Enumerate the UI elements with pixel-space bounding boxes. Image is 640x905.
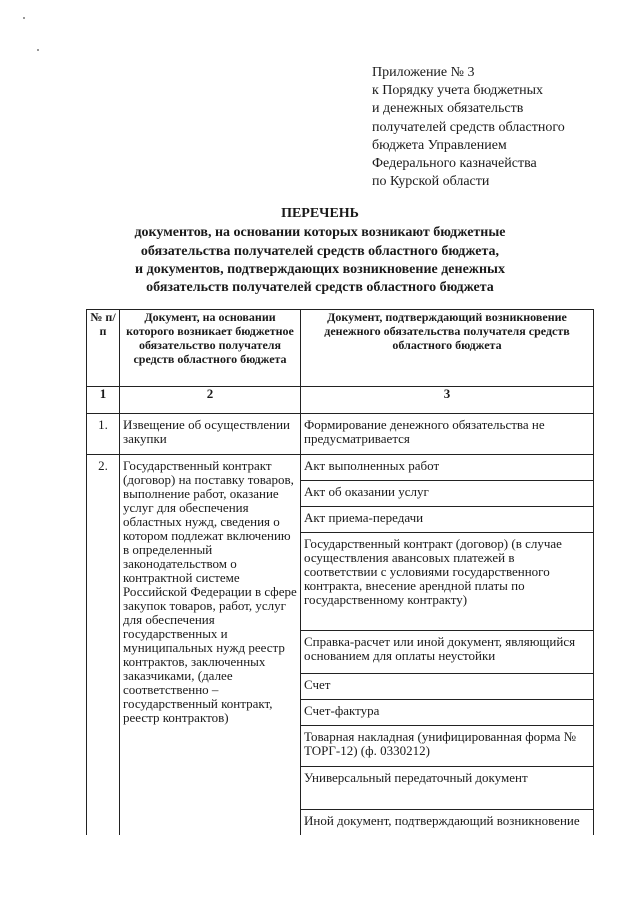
confirming-document: Универсальный передаточный документ bbox=[301, 767, 593, 810]
confirming-document: Счет-фактура bbox=[301, 700, 593, 726]
appendix-line: Федерального казначейства bbox=[372, 156, 537, 172]
header-basis-document: Документ, на основании которого возникает бюджетное обязательство получателя средств областного бюджета bbox=[120, 310, 301, 387]
scan-artifact bbox=[37, 49, 39, 51]
confirming-documents-list bbox=[301, 455, 594, 836]
row-number: 1. bbox=[87, 414, 120, 455]
basis-document: Извещение об осуществлении закупки bbox=[120, 414, 301, 455]
title-line: обязательства получателей средств областного бюджета, bbox=[140, 243, 500, 259]
scan-artifact bbox=[23, 17, 25, 19]
table-row bbox=[87, 414, 594, 455]
appendix-line: по Курской области bbox=[372, 174, 490, 190]
column-number: 2 bbox=[120, 387, 301, 414]
confirming-document: Акт выполненных работ bbox=[301, 455, 593, 481]
confirming-document: Формирование денежного обязательства не предусматривается bbox=[301, 414, 594, 455]
confirming-document: Государственный контракт (договор) (в случае осуществления авансовых платежей в соответствии с условиями государственного контракта, внесение арендной платы по государственному контракту) bbox=[301, 533, 593, 631]
confirming-document: Товарная накладная (унифицированная форма № ТОРГ-12) (ф. 0330212) bbox=[301, 726, 593, 767]
title-line: и документов, подтверждающих возникновение денежных bbox=[135, 261, 505, 277]
appendix-block bbox=[372, 64, 565, 191]
column-number-row bbox=[87, 387, 594, 414]
table-row bbox=[87, 455, 594, 836]
header-confirming-document: Документ, подтверждающий возникновение денежного обязательства получателя средств областного бюджета bbox=[301, 310, 594, 387]
column-number: 1 bbox=[87, 387, 120, 414]
header-number: № п/п bbox=[87, 310, 120, 387]
title-line: документов, на основании которых возникают бюджетные bbox=[134, 225, 506, 241]
appendix-line: Приложение № 3 bbox=[372, 65, 475, 80]
appendix-line: к Порядку учета бюджетных bbox=[372, 83, 544, 99]
column-number: 3 bbox=[301, 387, 594, 414]
confirming-document: Акт об оказании услуг bbox=[301, 481, 593, 507]
confirming-document: Акт приема-передачи bbox=[301, 507, 593, 533]
appendix-line: получателей средств областного bbox=[372, 119, 565, 135]
document-title bbox=[0, 205, 640, 297]
confirming-document: Справка-расчет или иной документ, являющийся основанием для оплаты неустойки bbox=[301, 631, 593, 674]
title-main: ПЕРЕЧЕНЬ bbox=[281, 206, 359, 221]
basis-document: Государственный контракт (договор) на поставку товаров, выполнение работ, оказание услуг для обеспечения областных нужд, сведения о котором подлежат включению в определенный законодательством о контрактной системе Российской Федерации в сфере закупок товаров, работ, услуг для обеспечения государственных и муниципальных нужд реестр контрактов, заключенных заказчиками, (далее соответственно – государственный контракт, реестр контрактов) bbox=[120, 455, 301, 836]
documents-table bbox=[86, 309, 594, 835]
table-header-row bbox=[87, 310, 594, 387]
title-line: обязательств получателей средств областного бюджета bbox=[146, 280, 494, 296]
row-number: 2. bbox=[87, 455, 120, 836]
appendix-line: и денежных обязательств bbox=[372, 101, 524, 117]
confirming-document: Иной документ, подтверждающий возникновение bbox=[304, 813, 580, 828]
confirming-document: Счет bbox=[301, 674, 593, 700]
appendix-line: бюджета Управлением bbox=[372, 137, 507, 153]
